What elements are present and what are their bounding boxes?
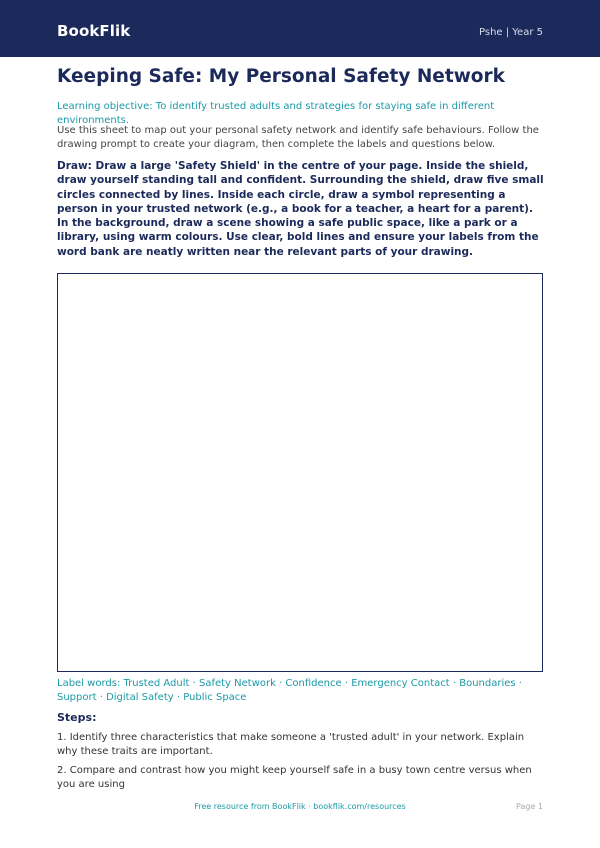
brand-logo-text[interactable]: BookFlik [57,22,131,40]
footer-resource-link[interactable]: Free resource from BookFlik · bookflik.com/resources [194,802,406,811]
label-word-bank: Label words: Trusted Adult · Safety Network · Confidence · Emergency Contact · Boundaries · Support · Digital Safety · Public Space [57,678,522,703]
steps-list [57,731,547,797]
drawing-prompt: Draw: Draw a large 'Safety Shield' in the centre of your page. Inside the shield, draw yourself standing tall and confident. Surrounding the shield, draw five small circles connected by lines. Inside each circle, draw a symbol representing a person in your trusted network (e.g., a book for a teacher, a heart for a parent). In the background, draw a scene showing a safe public space, like a park or a library, using warm colours. Use clear, bold lines and ensure your labels from the word bank are neatly written near the relevant parts of your drawing. [57,160,544,258]
page-number: Page 1 [516,802,543,811]
intro-paragraph: Use this sheet to map out your personal safety network and identify safe behaviours. Follow the drawing prompt to create your diagram, then complete the labels and questions below. [57,125,539,150]
step-item: 1. Identify three characteristics that make someone a 'trusted adult' in your network. Explain why these traits are important. [57,732,525,757]
step-item: 2. Compare and contrast how you might keep yourself safe in a busy town centre versus when you are using [57,765,532,790]
page-header [0,0,600,57]
learning-objective: Learning objective: To identify trusted adults and strategies for staying safe in different environments. [57,101,495,126]
subject-year-label: Pshe | Year 5 [479,27,543,38]
page-title: Keeping Safe: My Personal Safety Network [57,66,505,87]
steps-heading: Steps: [57,711,97,724]
drawing-area[interactable] [57,273,543,672]
